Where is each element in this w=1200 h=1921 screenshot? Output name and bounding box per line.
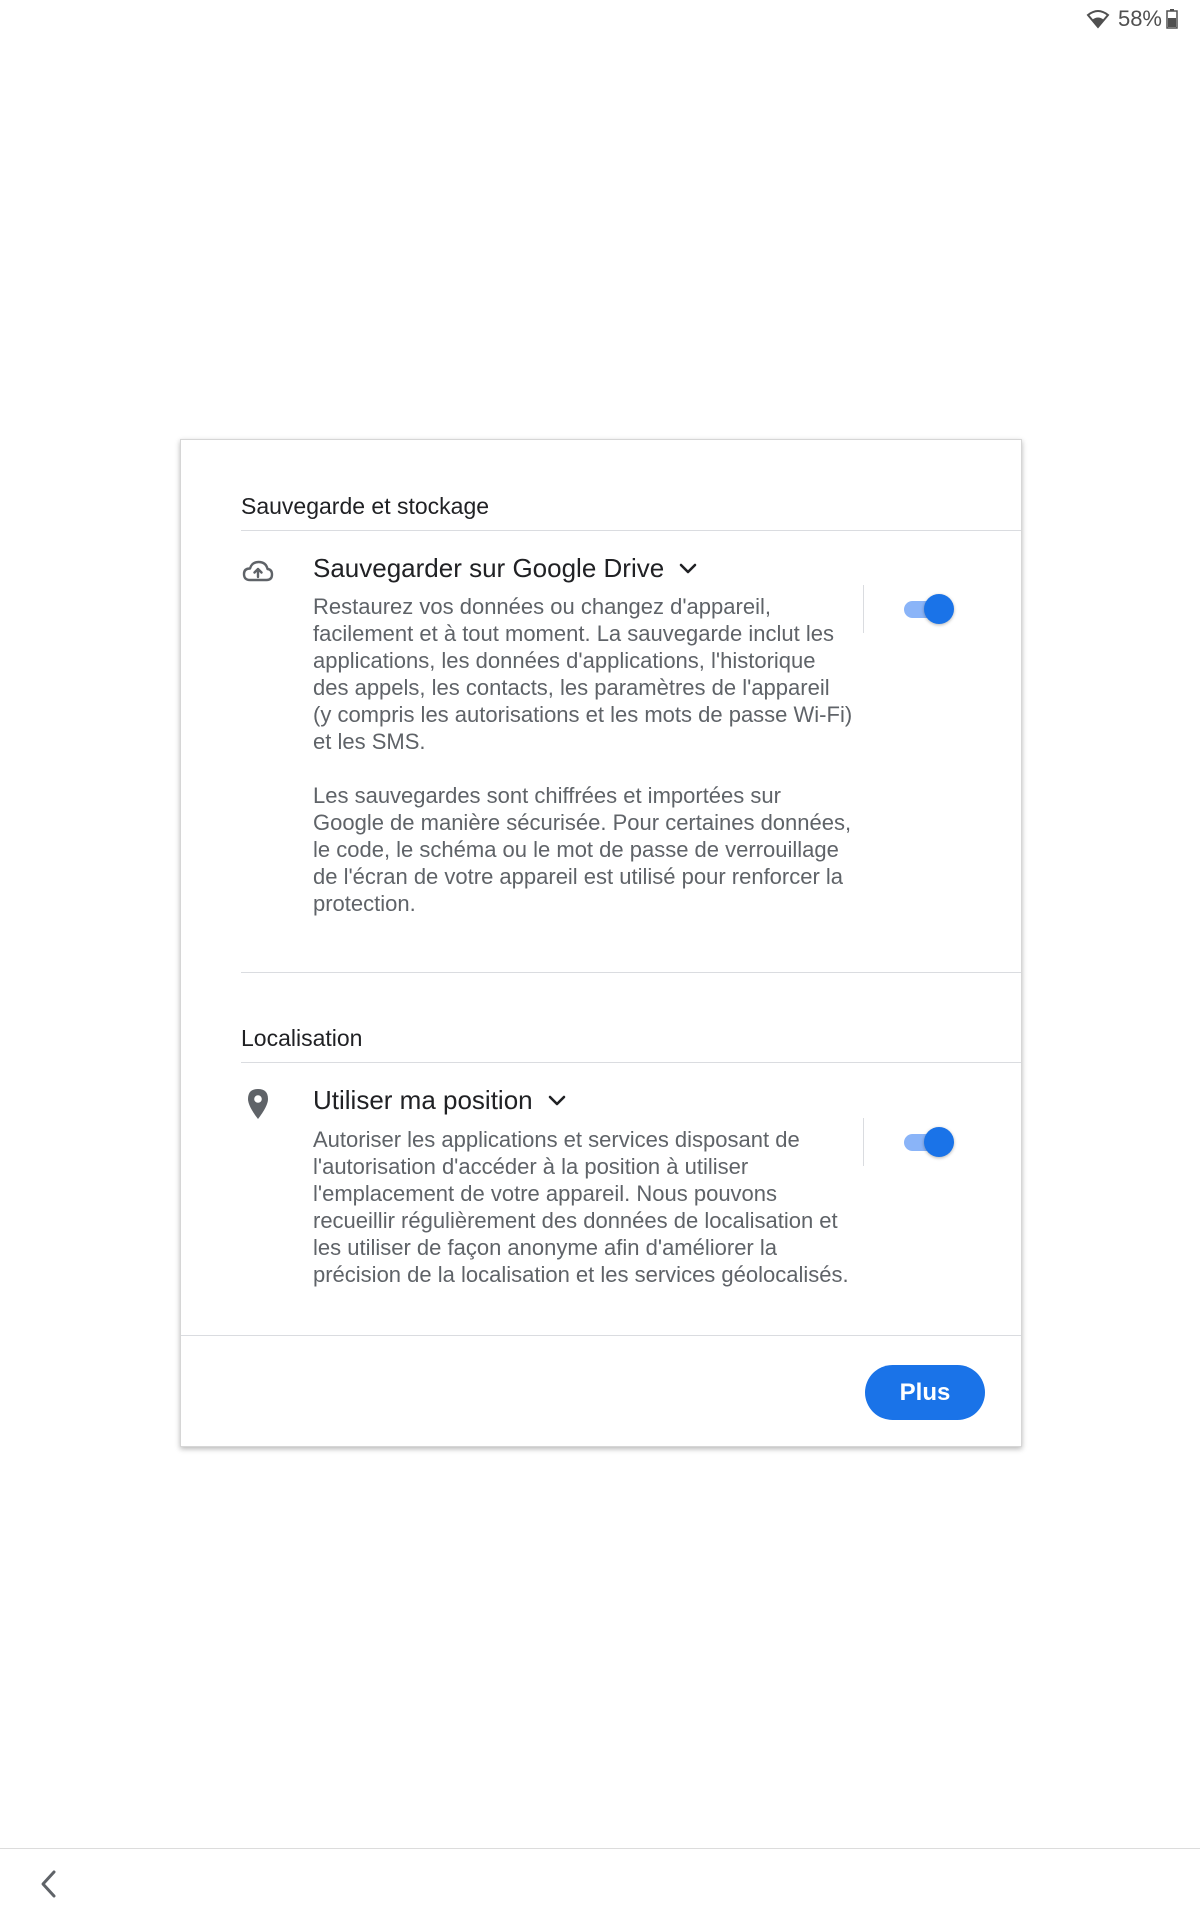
status-bar [1086, 0, 1200, 38]
toggle-thumb [924, 1127, 954, 1157]
toggle-thumb [924, 594, 954, 624]
section-divider [241, 530, 1021, 531]
backup-toggle[interactable] [902, 592, 954, 626]
toggle-separator [863, 1118, 864, 1166]
backup-description-paragraph: Restaurez vos données ou changez d'appareil, facilement et à tout moment. La sauvegarde inclut les applications, les données d'applications, l'historique des appels, les contacts, les paramètres de l'appareil (y compris les autorisations et les mots de passe Wi-Fi) et les SMS. [313, 594, 853, 754]
toggle-separator [863, 585, 864, 633]
wifi-icon [1086, 9, 1110, 29]
section-divider [241, 972, 1021, 973]
backup-title: Sauvegarder sur Google Drive [313, 553, 665, 583]
chevron-down-icon [547, 1094, 567, 1108]
backup-description-paragraph: Les sauvegardes sont chiffrées et importées sur Google de manière sécurisée. Pour certaines données, le code, le schéma ou le mot de passe de verrouillage de l'écran de votre appareil est utilisé pour renforcer la protection. [313, 783, 852, 916]
more-button[interactable]: Plus [865, 1365, 985, 1420]
backup-title-toggle[interactable] [313, 553, 698, 584]
battery-percent: 58% [1117, 6, 1162, 31]
chevron-down-icon [678, 562, 698, 576]
location-pin-icon [241, 1087, 275, 1121]
back-chevron-icon[interactable] [36, 1867, 62, 1901]
location-title: Utiliser ma position [313, 1085, 533, 1115]
location-title-toggle[interactable] [313, 1085, 567, 1116]
section-header-backup: Sauvegarde et stockage [241, 493, 490, 519]
backup-description [313, 593, 853, 917]
location-description-paragraph: Autoriser les applications et services disposant de l'autorisation d'accéder à la position à utiliser l'emplacement de votre appareil. Nous pouvons recueillir régulièrement des données de localisation et les utiliser de façon anonyme afin d'améliorer la précision de la localisation et les services géolocalisés. [313, 1127, 849, 1287]
navigation-bar [0, 1848, 1200, 1921]
settings-card [180, 439, 1022, 1447]
location-toggle[interactable] [902, 1125, 954, 1159]
section-divider [241, 1062, 1021, 1063]
location-description [313, 1126, 853, 1288]
section-header-location: Localisation [241, 1025, 363, 1051]
cloud-upload-icon [241, 554, 275, 588]
battery-icon [1166, 9, 1178, 29]
footer-divider [181, 1335, 1021, 1336]
